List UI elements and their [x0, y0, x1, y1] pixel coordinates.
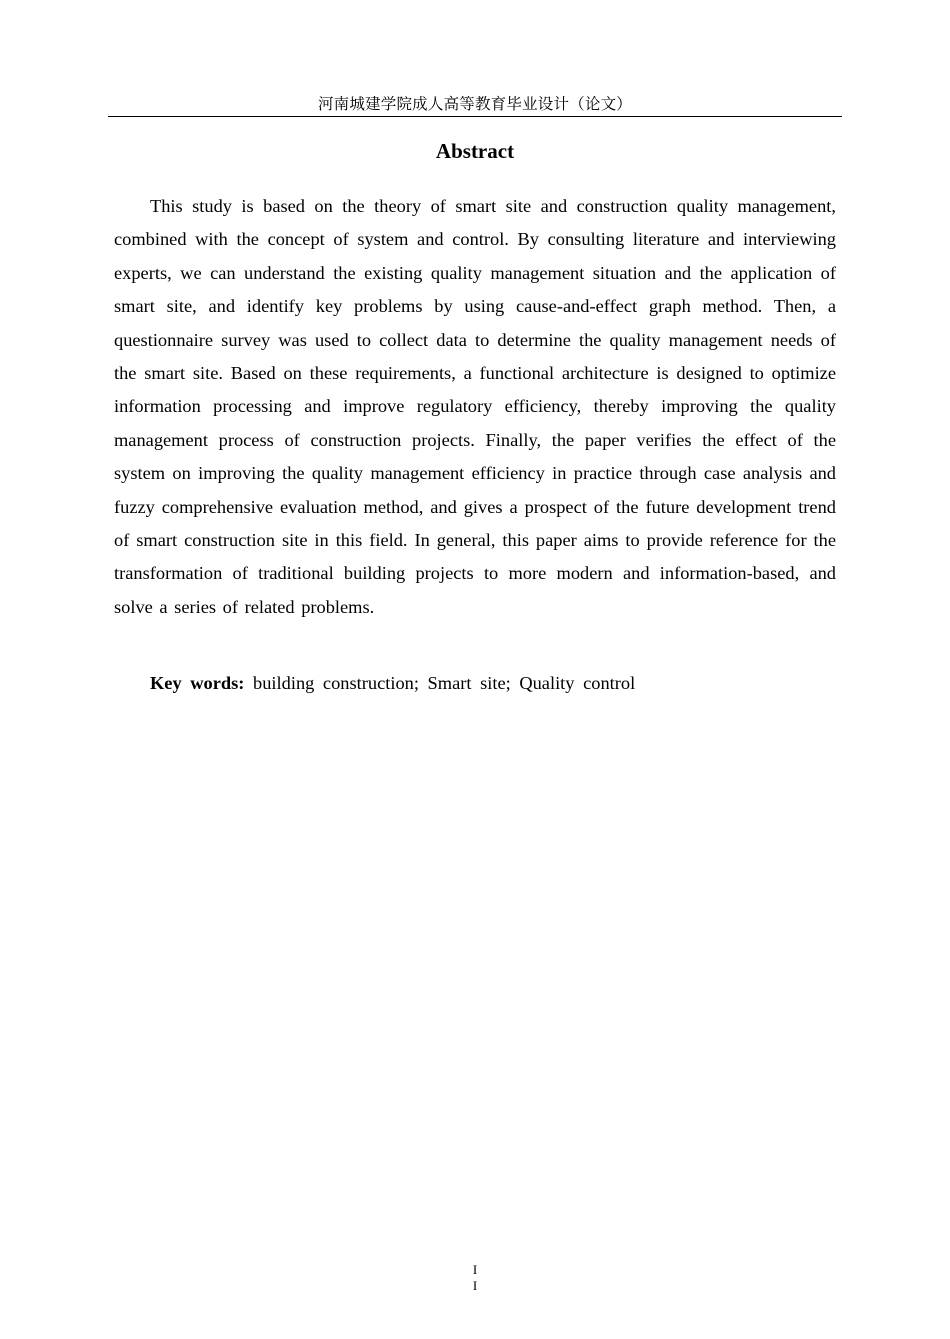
- keywords-value: building construction; Smart site; Quality control: [253, 673, 636, 693]
- page-title: Abstract: [435, 139, 515, 163]
- keywords-line: [114, 667, 836, 700]
- running-header: [108, 94, 842, 117]
- page-number: [0, 1262, 950, 1294]
- running-header-text: 河南城建学院成人高等教育毕业设计（论文）: [317, 95, 632, 113]
- abstract-body: This study is based on the theory of smart site and construction quality management, combined with the concept of system and control. By consulting literature and interviewing experts, we can understand the existing quality management situation and the application of smart site, and identify key problems by using cause-and-effect graph method. Then, a questionnaire survey was used to collect data to determine the quality management needs of the smart site. Based on these requirements, a functional architecture is designed to optimize information processing and improve regulatory efficiency, thereby improving the quality management process of construction projects. Finally, the paper verifies the effect of the system on improving the quality management efficiency in practice through case analysis and fuzzy comprehensive evaluation method, and gives a prospect of the future development trend of smart construction site in this field. In general, this paper aims to provide reference for the transformation of traditional building projects to more modern and information-based, and solve a series of related problems.: [114, 196, 836, 617]
- page-number-line-1: I: [472, 1262, 478, 1277]
- keywords-label: Key words:: [150, 673, 245, 693]
- page-number-line-2: I: [472, 1278, 478, 1293]
